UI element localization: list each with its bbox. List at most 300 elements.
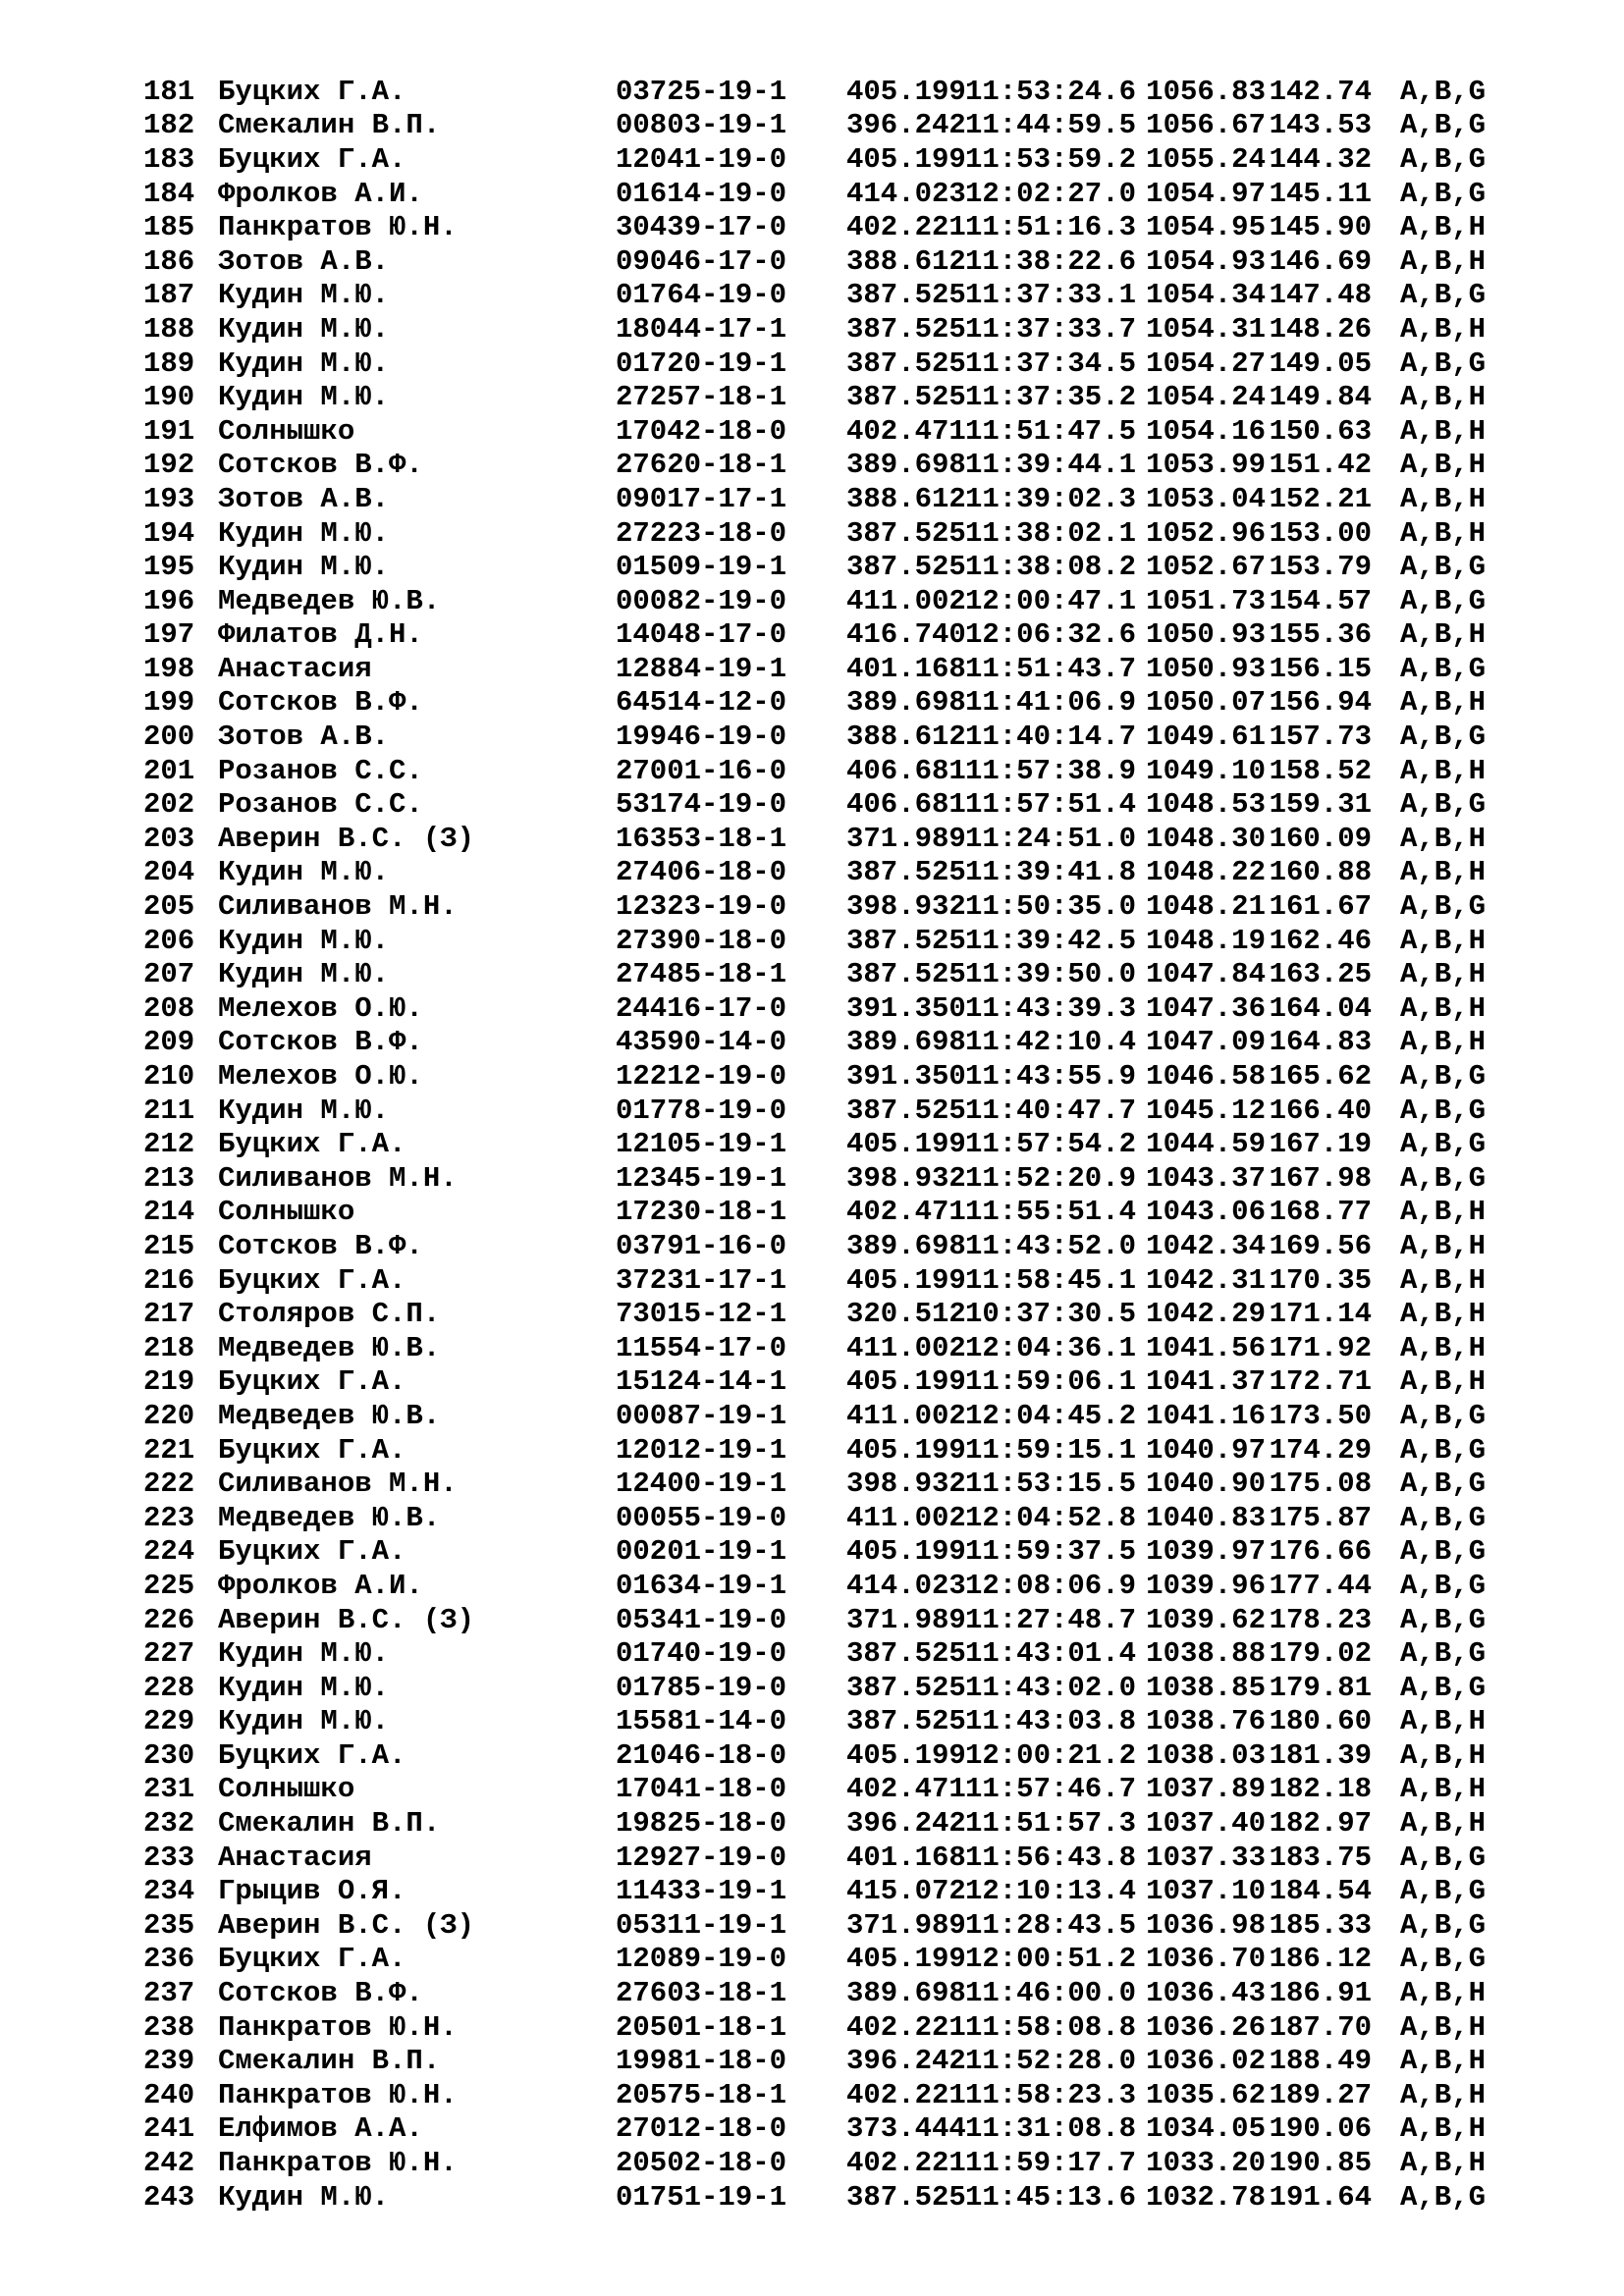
fancier-name: Медведев Ю.В.: [218, 1331, 441, 1364]
prize-category: A,B,G: [1399, 177, 1486, 210]
fancier-name: Розанов С.С.: [218, 788, 423, 822]
row-number: 224: [143, 1535, 195, 1569]
speed: 1032.78: [1146, 2180, 1266, 2214]
speed: 1047.36: [1146, 991, 1266, 1025]
row-number: 202: [143, 788, 195, 822]
prize-category: A,B,H: [1399, 1196, 1486, 1229]
speed: 1042.31: [1146, 1263, 1266, 1297]
coefficient: 157.73: [1269, 721, 1372, 754]
row-number: 231: [143, 1773, 195, 1806]
distance: 405.199: [846, 1263, 966, 1297]
coefficient: 145.90: [1269, 211, 1372, 244]
coefficient: 158.52: [1269, 754, 1372, 787]
distance: 414.023: [846, 177, 966, 210]
fancier-name: Панкратов Ю.Н.: [218, 2010, 458, 2044]
coefficient: 186.91: [1269, 1977, 1372, 2010]
row-number: 182: [143, 109, 195, 142]
distance: 387.525: [846, 551, 966, 584]
prize-category: A,B,G: [1399, 109, 1486, 142]
coefficient: 181.39: [1269, 1738, 1372, 1772]
speed: 1054.97: [1146, 177, 1266, 210]
ring-number: 24416-17-0: [616, 991, 787, 1025]
row-number: 222: [143, 1468, 195, 1501]
fancier-name: Сотсков В.Ф.: [218, 1026, 423, 1059]
fancier-name: Розанов С.С.: [218, 754, 423, 787]
distance: 387.525: [846, 2180, 966, 2214]
arrival-time: 11:53:59.2: [964, 142, 1136, 176]
table-row: [143, 652, 1547, 686]
arrival-time: 11:43:01.4: [964, 1637, 1136, 1671]
prize-category: A,B,H: [1399, 924, 1486, 957]
coefficient: 155.36: [1269, 618, 1372, 652]
distance: 388.612: [846, 482, 966, 515]
speed: 1037.40: [1146, 1807, 1266, 1841]
ring-number: 00803-19-1: [616, 109, 787, 142]
row-number: 189: [143, 347, 195, 380]
ring-number: 05311-19-1: [616, 1908, 787, 1942]
row-number: 194: [143, 516, 195, 550]
speed: 1053.99: [1146, 449, 1266, 482]
table-row: [143, 1841, 1547, 1875]
coefficient: 176.66: [1269, 1535, 1372, 1569]
speed: 1036.02: [1146, 2045, 1266, 2078]
row-number: 234: [143, 1875, 195, 1908]
speed: 1043.06: [1146, 1196, 1266, 1229]
fancier-name: Кудин М.Ю.: [218, 312, 390, 346]
arrival-time: 11:37:34.5: [964, 347, 1136, 380]
row-number: 239: [143, 2045, 195, 2078]
distance: 411.002: [846, 1501, 966, 1534]
distance: 387.525: [846, 1671, 966, 1704]
ring-number: 03791-16-0: [616, 1229, 787, 1262]
speed: 1041.37: [1146, 1365, 1266, 1399]
ring-number: 17041-18-0: [616, 1773, 787, 1806]
distance: 402.221: [846, 2010, 966, 2044]
speed: 1039.62: [1146, 1603, 1266, 1636]
ring-number: 27406-18-0: [616, 856, 787, 889]
row-number: 204: [143, 856, 195, 889]
speed: 1046.58: [1146, 1060, 1266, 1094]
fancier-name: Силиванов М.Н.: [218, 1468, 458, 1501]
speed: 1033.20: [1146, 2147, 1266, 2180]
speed: 1049.61: [1146, 721, 1266, 754]
arrival-time: 12:10:13.4: [964, 1875, 1136, 1908]
distance: 391.350: [846, 1060, 966, 1094]
table-row: [143, 2010, 1547, 2045]
table-row: [143, 516, 1547, 551]
row-number: 236: [143, 1943, 195, 1976]
coefficient: 171.14: [1269, 1298, 1372, 1331]
row-number: 226: [143, 1603, 195, 1636]
coefficient: 167.98: [1269, 1161, 1372, 1195]
ring-number: 03725-19-1: [616, 75, 787, 108]
distance: 389.698: [846, 1229, 966, 1262]
table-row: [143, 2112, 1547, 2147]
table-row: [143, 754, 1547, 788]
arrival-time: 11:52:20.9: [964, 1161, 1136, 1195]
distance: 389.698: [846, 686, 966, 720]
prize-category: A,B,G: [1399, 279, 1486, 312]
speed: 1050.07: [1146, 686, 1266, 720]
arrival-time: 12:00:47.1: [964, 584, 1136, 617]
distance: 402.471: [846, 1196, 966, 1229]
speed: 1056.67: [1146, 109, 1266, 142]
table-row: [143, 1297, 1547, 1331]
table-row: [143, 1161, 1547, 1196]
distance: 405.199: [846, 75, 966, 108]
distance: 388.612: [846, 721, 966, 754]
speed: 1047.84: [1146, 958, 1266, 991]
prize-category: A,B,G: [1399, 1637, 1486, 1671]
coefficient: 165.62: [1269, 1060, 1372, 1094]
speed: 1039.97: [1146, 1535, 1266, 1569]
coefficient: 160.09: [1269, 822, 1372, 855]
distance: 396.242: [846, 109, 966, 142]
distance: 411.002: [846, 584, 966, 617]
fancier-name: Кудин М.Ю.: [218, 347, 390, 380]
table-row: [143, 1501, 1547, 1535]
distance: 402.471: [846, 1773, 966, 1806]
arrival-time: 11:40:14.7: [964, 721, 1136, 754]
speed: 1052.96: [1146, 516, 1266, 550]
prize-category: A,B,H: [1399, 1977, 1486, 2010]
row-number: 183: [143, 142, 195, 176]
arrival-time: 10:37:30.5: [964, 1298, 1136, 1331]
speed: 1042.34: [1146, 1229, 1266, 1262]
fancier-name: Солнышко: [218, 414, 355, 448]
table-row: [143, 1705, 1547, 1739]
coefficient: 187.70: [1269, 2010, 1372, 2044]
prize-category: A,B,H: [1399, 449, 1486, 482]
coefficient: 150.63: [1269, 414, 1372, 448]
distance: 371.989: [846, 1603, 966, 1636]
speed: 1049.10: [1146, 754, 1266, 787]
row-number: 198: [143, 652, 195, 685]
fancier-name: Силиванов М.Н.: [218, 890, 458, 924]
prize-category: A,B,H: [1399, 856, 1486, 889]
speed: 1037.33: [1146, 1841, 1266, 1874]
arrival-time: 11:43:55.9: [964, 1060, 1136, 1094]
prize-category: A,B,G: [1399, 75, 1486, 108]
prize-category: A,B,G: [1399, 1569, 1486, 1602]
distance: 415.072: [846, 1875, 966, 1908]
row-number: 232: [143, 1807, 195, 1841]
table-row: [143, 686, 1547, 721]
row-number: 219: [143, 1365, 195, 1399]
speed: 1048.21: [1146, 890, 1266, 924]
table-row: [143, 1059, 1547, 1094]
ring-number: 43590-14-0: [616, 1026, 787, 1059]
ring-number: 16353-18-1: [616, 822, 787, 855]
distance: 389.698: [846, 449, 966, 482]
fancier-name: Панкратов Ю.Н.: [218, 2078, 458, 2111]
table-row: [143, 1467, 1547, 1501]
coefficient: 166.40: [1269, 1094, 1372, 1127]
table-row: [143, 1773, 1547, 1807]
arrival-time: 11:24:51.0: [964, 822, 1136, 855]
distance: 398.932: [846, 1161, 966, 1195]
row-number: 186: [143, 244, 195, 278]
prize-category: A,B,G: [1399, 2180, 1486, 2214]
speed: 1041.16: [1146, 1399, 1266, 1432]
table-row: [143, 1331, 1547, 1365]
speed: 1054.95: [1146, 211, 1266, 244]
row-number: 212: [143, 1128, 195, 1161]
coefficient: 180.60: [1269, 1705, 1372, 1738]
coefficient: 149.05: [1269, 347, 1372, 380]
ring-number: 00201-19-1: [616, 1535, 787, 1569]
ring-number: 12041-19-0: [616, 142, 787, 176]
fancier-name: Анастасия: [218, 1841, 372, 1874]
row-number: 205: [143, 890, 195, 924]
prize-category: A,B,H: [1399, 1298, 1486, 1331]
arrival-time: 11:44:59.5: [964, 109, 1136, 142]
arrival-time: 12:02:27.0: [964, 177, 1136, 210]
ring-number: 00055-19-0: [616, 1501, 787, 1534]
row-number: 243: [143, 2180, 195, 2214]
prize-category: A,B,H: [1399, 1263, 1486, 1297]
ring-number: 01720-19-1: [616, 347, 787, 380]
fancier-name: Кудин М.Ю.: [218, 1705, 390, 1738]
prize-category: A,B,H: [1399, 2147, 1486, 2180]
ring-number: 01614-19-0: [616, 177, 787, 210]
speed: 1040.97: [1146, 1433, 1266, 1467]
arrival-time: 11:51:43.7: [964, 652, 1136, 685]
speed: 1042.29: [1146, 1298, 1266, 1331]
coefficient: 156.94: [1269, 686, 1372, 720]
distance: 387.525: [846, 958, 966, 991]
row-number: 201: [143, 754, 195, 787]
distance: 389.698: [846, 1977, 966, 2010]
row-number: 181: [143, 75, 195, 108]
fancier-name: Аверин В.С. (З): [218, 822, 475, 855]
row-number: 218: [143, 1331, 195, 1364]
ring-number: 15124-14-1: [616, 1365, 787, 1399]
row-number: 220: [143, 1399, 195, 1432]
table-row: [143, 1976, 1547, 2010]
row-number: 235: [143, 1908, 195, 1942]
row-number: 217: [143, 1298, 195, 1331]
table-row: [143, 482, 1547, 516]
row-number: 209: [143, 1026, 195, 1059]
ring-number: 12012-19-1: [616, 1433, 787, 1467]
ring-number: 12927-19-0: [616, 1841, 787, 1874]
distance: 416.740: [846, 618, 966, 652]
speed: 1050.93: [1146, 618, 1266, 652]
table-row: [143, 1671, 1547, 1705]
speed: 1035.62: [1146, 2078, 1266, 2111]
row-number: 196: [143, 584, 195, 617]
table-row: [143, 1263, 1547, 1298]
table-row: [143, 1229, 1547, 1263]
prize-category: A,B,G: [1399, 1128, 1486, 1161]
prize-category: A,B,H: [1399, 312, 1486, 346]
prize-category: A,B,G: [1399, 142, 1486, 176]
row-number: 233: [143, 1841, 195, 1874]
table-row: [143, 75, 1547, 109]
arrival-time: 12:04:45.2: [964, 1399, 1136, 1432]
arrival-time: 11:39:42.5: [964, 924, 1136, 957]
speed: 1036.70: [1146, 1943, 1266, 1976]
row-number: 206: [143, 924, 195, 957]
prize-category: A,B,H: [1399, 2112, 1486, 2146]
ring-number: 30439-17-0: [616, 211, 787, 244]
table-row: [143, 1874, 1547, 1908]
coefficient: 179.02: [1269, 1637, 1372, 1671]
ring-number: 27001-16-0: [616, 754, 787, 787]
ring-number: 12323-19-0: [616, 890, 787, 924]
table-row: [143, 449, 1547, 483]
fancier-name: Кудин М.Ю.: [218, 551, 390, 584]
fancier-name: Аверин В.С. (З): [218, 1908, 475, 1942]
row-number: 227: [143, 1637, 195, 1671]
fancier-name: Медведев Ю.В.: [218, 584, 441, 617]
distance: 405.199: [846, 142, 966, 176]
row-number: 213: [143, 1161, 195, 1195]
speed: 1038.88: [1146, 1637, 1266, 1671]
row-number: 211: [143, 1094, 195, 1127]
speed: 1044.59: [1146, 1128, 1266, 1161]
fancier-name: Кудин М.Ю.: [218, 381, 390, 414]
speed: 1054.93: [1146, 244, 1266, 278]
coefficient: 152.21: [1269, 482, 1372, 515]
coefficient: 185.33: [1269, 1908, 1372, 1942]
arrival-time: 11:55:51.4: [964, 1196, 1136, 1229]
speed: 1034.05: [1146, 2112, 1266, 2146]
ring-number: 20575-18-1: [616, 2078, 787, 2111]
ring-number: 17230-18-1: [616, 1196, 787, 1229]
speed: 1054.31: [1146, 312, 1266, 346]
ring-number: 01509-19-1: [616, 551, 787, 584]
table-row: [143, 109, 1547, 143]
coefficient: 156.15: [1269, 652, 1372, 685]
coefficient: 148.26: [1269, 312, 1372, 346]
speed: 1040.83: [1146, 1501, 1266, 1534]
distance: 387.525: [846, 1094, 966, 1127]
row-number: 199: [143, 686, 195, 720]
prize-category: A,B,H: [1399, 1773, 1486, 1806]
row-number: 230: [143, 1738, 195, 1772]
distance: 387.525: [846, 312, 966, 346]
ring-number: 27603-18-1: [616, 1977, 787, 2010]
fancier-name: Мелехов О.Ю.: [218, 1060, 423, 1094]
row-number: 200: [143, 721, 195, 754]
arrival-time: 11:53:15.5: [964, 1468, 1136, 1501]
arrival-time: 11:37:35.2: [964, 381, 1136, 414]
fancier-name: Филатов Д.Н.: [218, 618, 423, 652]
table-row: [143, 414, 1547, 449]
distance: 405.199: [846, 1738, 966, 1772]
table-row: [143, 1636, 1547, 1671]
row-number: 192: [143, 449, 195, 482]
ring-number: 01634-19-1: [616, 1569, 787, 1602]
table-row: [143, 142, 1547, 177]
coefficient: 146.69: [1269, 244, 1372, 278]
arrival-time: 12:08:06.9: [964, 1569, 1136, 1602]
table-row: [143, 279, 1547, 313]
arrival-time: 11:58:23.3: [964, 2078, 1136, 2111]
prize-category: A,B,G: [1399, 1943, 1486, 1976]
arrival-time: 11:46:00.0: [964, 1977, 1136, 2010]
coefficient: 147.48: [1269, 279, 1372, 312]
distance: 411.002: [846, 1331, 966, 1364]
coefficient: 142.74: [1269, 75, 1372, 108]
speed: 1039.96: [1146, 1569, 1266, 1602]
arrival-time: 11:38:02.1: [964, 516, 1136, 550]
prize-category: A,B,G: [1399, 1399, 1486, 1432]
coefficient: 174.29: [1269, 1433, 1372, 1467]
table-row: [143, 1433, 1547, 1468]
arrival-time: 11:43:39.3: [964, 991, 1136, 1025]
speed: 1040.90: [1146, 1468, 1266, 1501]
prize-category: A,B,G: [1399, 1161, 1486, 1195]
ring-number: 01751-19-1: [616, 2180, 787, 2214]
fancier-name: Анастасия: [218, 652, 372, 685]
ring-number: 01778-19-0: [616, 1094, 787, 1127]
prize-category: A,B,H: [1399, 618, 1486, 652]
arrival-time: 11:51:47.5: [964, 414, 1136, 448]
arrival-time: 11:28:43.5: [964, 1908, 1136, 1942]
prize-category: A,B,G: [1399, 1094, 1486, 1127]
arrival-time: 12:00:51.2: [964, 1943, 1136, 1976]
table-row: [143, 1738, 1547, 1773]
fancier-name: Аверин В.С. (З): [218, 1603, 475, 1636]
row-number: 207: [143, 958, 195, 991]
ring-number: 05341-19-0: [616, 1603, 787, 1636]
speed: 1055.24: [1146, 142, 1266, 176]
speed: 1048.22: [1146, 856, 1266, 889]
prize-category: A,B,H: [1399, 482, 1486, 515]
table-row: [143, 618, 1547, 653]
distance: 387.525: [846, 1637, 966, 1671]
speed: 1045.12: [1146, 1094, 1266, 1127]
coefficient: 175.87: [1269, 1501, 1372, 1534]
ring-number: 27257-18-1: [616, 381, 787, 414]
ring-number: 12400-19-1: [616, 1468, 787, 1501]
ring-number: 19981-18-0: [616, 2045, 787, 2078]
table-row: [143, 1569, 1547, 1603]
fancier-name: Медведев Ю.В.: [218, 1501, 441, 1534]
fancier-name: Кудин М.Ю.: [218, 958, 390, 991]
coefficient: 190.06: [1269, 2112, 1372, 2146]
prize-category: A,B,H: [1399, 991, 1486, 1025]
arrival-time: 11:50:35.0: [964, 890, 1136, 924]
ring-number: 12345-19-1: [616, 1161, 787, 1195]
ring-number: 27223-18-0: [616, 516, 787, 550]
prize-category: A,B,H: [1399, 1331, 1486, 1364]
distance: 402.221: [846, 211, 966, 244]
prize-category: A,B,H: [1399, 2045, 1486, 2078]
fancier-name: Солнышко: [218, 1196, 355, 1229]
prize-category: A,B,H: [1399, 1738, 1486, 1772]
fancier-name: Сотсков В.Ф.: [218, 449, 423, 482]
distance: 396.242: [846, 1807, 966, 1841]
table-row: [143, 177, 1547, 211]
prize-category: A,B,H: [1399, 822, 1486, 855]
arrival-time: 11:31:08.8: [964, 2112, 1136, 2146]
ring-number: 12089-19-0: [616, 1943, 787, 1976]
coefficient: 149.84: [1269, 381, 1372, 414]
row-number: 216: [143, 1263, 195, 1297]
table-row: [143, 1943, 1547, 1977]
fancier-name: Зотов А.В.: [218, 244, 390, 278]
coefficient: 171.92: [1269, 1331, 1372, 1364]
speed: 1052.67: [1146, 551, 1266, 584]
arrival-time: 11:52:28.0: [964, 2045, 1136, 2078]
distance: 371.989: [846, 822, 966, 855]
speed: 1038.76: [1146, 1705, 1266, 1738]
speed: 1048.53: [1146, 788, 1266, 822]
